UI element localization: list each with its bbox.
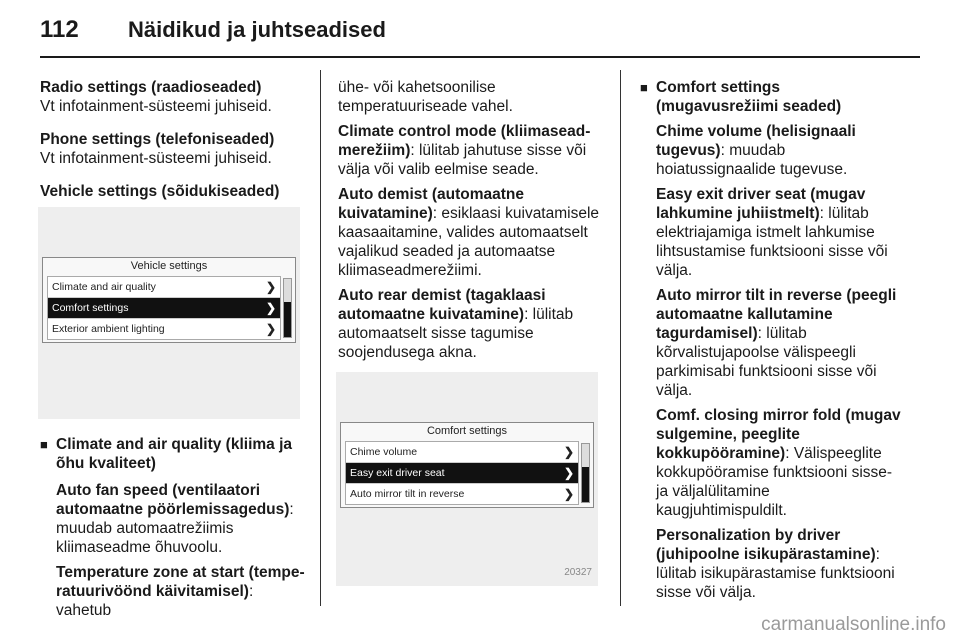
chevron-right-icon: ❯ (563, 486, 574, 501)
chevron-right-icon: ❯ (563, 465, 574, 480)
chevron-right-icon: ❯ (265, 321, 276, 336)
climate-mode-text: : lülitab jahutuse sisse või välja või valib eelmise seade. (338, 142, 587, 178)
bullet-square-icon: ■ (640, 80, 648, 95)
screen-title: Comfort settings (426, 425, 508, 437)
menu-list (47, 276, 281, 340)
watermark: carmanualsonline.info (761, 614, 946, 635)
scrollbar[interactable] (581, 443, 590, 503)
chevron-right-icon: ❯ (265, 279, 276, 294)
column-3 (640, 78, 902, 608)
rear-demist-text: : lülitab automaatselt sisse tagumise soojendusega akna. (338, 306, 574, 361)
vehicle-settings-heading: Vehicle settings (sõidukiseaded) (40, 183, 280, 200)
temp-zone-continued: ühe- või kahetsoonilise temperatuuriseade vahel. (338, 79, 513, 115)
mirror-fold-text: : Välispeeglite kokkupööramise funktsiooni sisse- ja väljalülitamine kaugjuhtimispuldilt. (656, 445, 893, 519)
menu-item-chime-volume[interactable]: Chime volume ❯ (346, 442, 578, 463)
chevron-right-icon: ❯ (563, 444, 574, 459)
comfort-settings-screen (340, 422, 594, 508)
mirror-tilt-text: : lülitab kõrvalistujapoolse välispeegli parkimisabi funktsiooni sisse või välja. (656, 325, 877, 399)
fan-speed-heading: Auto fan speed (ventilaatori automaatne pöörlemissagedus) (56, 482, 290, 518)
menu-item-mirror-tilt[interactable]: Auto mirror tilt in reverse ❯ (346, 484, 578, 504)
auto-demist-heading: Auto demist (automaatne kuivatamine) (338, 186, 525, 222)
vehicle-settings-screen (42, 257, 296, 343)
radio-settings-heading: Radio settings (raadioseaded) (40, 79, 262, 96)
page-header (40, 16, 920, 58)
chevron-right-icon: ❯ (265, 300, 276, 315)
mirror-tilt-heading: Auto mirror tilt in reverse (peegli automaatne kallutamine tagurdamisel) (656, 287, 897, 342)
fan-speed-text: : muudab automaatrežiimis kliimaseadme õhuvoolu. (56, 501, 294, 556)
temp-zone-text: : vahetub (56, 583, 254, 619)
rear-demist-heading: Auto rear demist (tagaklaasi automaatne kuivatamine) (338, 287, 546, 323)
mirror-fold-heading: Comf. closing mirror fold (mugav sulgemine, peeglite kokkupööramine) (656, 407, 901, 462)
radio-settings-text: Vt infotainment-süsteemi juhiseid. (40, 98, 272, 115)
easy-exit-text: : lülitab elektriajamiga istmelt lahkumise lihtsustamise funktsiooni sisse või välja. (656, 205, 888, 279)
comfort-settings-figure (336, 372, 598, 586)
phone-settings-text: Vt infotainment-süsteemi juhiseid. (40, 150, 272, 167)
climate-heading: Climate and air quality (kliima ja õhu kvaliteet) (56, 436, 293, 472)
column-1 (40, 78, 308, 626)
personalization-text: : lülitab isikupärastamise funktsiooni sisse või välja. (656, 546, 895, 601)
comfort-heading: Comfort settings (mugavusrežiimi seaded) (656, 79, 842, 115)
comfort-bullet (640, 78, 902, 116)
easy-exit-heading: Easy exit driver seat (mugav lahkumine juhiistmelt) (656, 186, 866, 222)
screen-title: Vehicle settings (130, 260, 208, 272)
menu-list (345, 441, 579, 505)
page-number: 112 (40, 16, 79, 43)
figure-id: 20327 (564, 567, 592, 578)
phone-settings-heading: Phone settings (telefoniseaded) (40, 131, 275, 148)
climate-bullet (40, 435, 308, 473)
column-divider (320, 70, 321, 606)
auto-demist-text: : esiklaasi kuivatamisele kaasaaitamine, valides automaatselt vajalikud seaded ja automaatse kliimaseadmerežiimi. (338, 205, 600, 279)
vehicle-settings-figure (38, 207, 300, 419)
scroll-thumb[interactable] (582, 467, 589, 502)
menu-item-easy-exit[interactable]: Easy exit driver seat ❯ (346, 463, 578, 484)
menu-item-exterior-lighting[interactable]: Exterior ambient lighting ❯ (48, 319, 280, 339)
scroll-thumb[interactable] (284, 302, 291, 337)
column-divider (620, 70, 621, 606)
chime-heading: Chime volume (helisignaali tugevus) (656, 123, 856, 159)
page-title: Näidikud ja juhtseadised (128, 17, 386, 42)
menu-item-comfort[interactable]: Comfort settings ❯ (48, 298, 280, 319)
column-2 (338, 78, 614, 586)
menu-item-climate[interactable]: Climate and air quality ❯ (48, 277, 280, 298)
bullet-square-icon: ■ (40, 437, 48, 452)
climate-mode-heading: Climate control mode (kliimasead-merežiim) (338, 123, 591, 159)
personalization-heading: Personalization by driver (juhipoolne isikupärastamine) (656, 527, 876, 563)
scrollbar[interactable] (283, 278, 292, 338)
chime-text: : muudab hoiatussignaalide tugevuse. (656, 142, 848, 178)
temp-zone-heading: Temperature zone at start (tempe-ratuurivöönd käivitamisel) (56, 564, 305, 600)
